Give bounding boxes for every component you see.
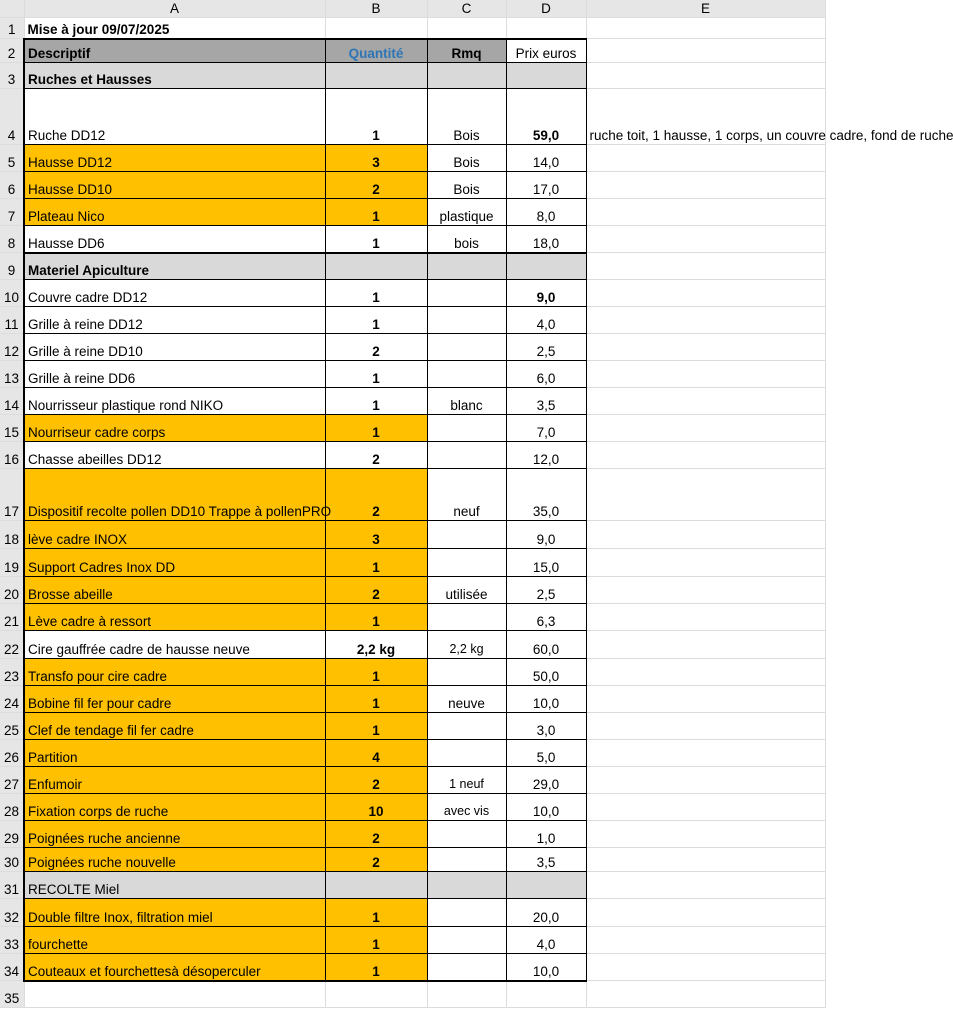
row-header[interactable]: 33 <box>0 927 24 954</box>
cell[interactable] <box>586 172 825 199</box>
item-quantite[interactable]: 1 <box>325 226 427 253</box>
item-quantite[interactable]: 2,2 kg <box>325 631 427 659</box>
row-header[interactable]: 4 <box>0 89 24 145</box>
item-descriptif[interactable]: Fixation corps de ruche <box>24 794 325 821</box>
item-descriptif[interactable]: Enfumoir <box>24 767 325 794</box>
row-header[interactable]: 3 <box>0 63 24 89</box>
cell[interactable] <box>586 415 825 442</box>
cell[interactable] <box>586 549 825 577</box>
cell[interactable] <box>586 981 825 1008</box>
cell[interactable] <box>586 899 825 927</box>
item-quantite[interactable]: 1 <box>325 307 427 334</box>
row-header[interactable]: 34 <box>0 954 24 981</box>
item-descriptif[interactable]: Grille à reine DD10 <box>24 334 325 361</box>
item-prix[interactable]: 29,0 <box>506 767 586 794</box>
cell[interactable] <box>586 307 825 334</box>
item-rmq[interactable]: utilisée <box>427 577 506 604</box>
item-prix[interactable]: 12,0 <box>506 442 586 469</box>
cell[interactable] <box>586 521 825 549</box>
item-descriptif[interactable]: Clef de tendage fil fer cadre <box>24 713 325 740</box>
item-prix[interactable]: 9,0 <box>506 280 586 307</box>
item-quantite[interactable]: 2 <box>325 442 427 469</box>
cell[interactable] <box>427 981 506 1008</box>
item-descriptif[interactable]: Ruche DD12 <box>24 89 325 145</box>
row-header[interactable]: 11 <box>0 307 24 334</box>
item-rmq[interactable] <box>427 954 506 981</box>
row-header[interactable]: 28 <box>0 794 24 821</box>
cell[interactable] <box>586 631 825 659</box>
cell[interactable] <box>506 872 586 899</box>
item-descriptif[interactable]: Cire gauffrée cadre de hausse neuve <box>24 631 325 659</box>
item-quantite[interactable]: 1 <box>325 89 427 145</box>
item-quantite[interactable]: 2 <box>325 577 427 604</box>
item-prix[interactable]: 59,0 <box>506 89 586 145</box>
item-rmq[interactable] <box>427 415 506 442</box>
item-descriptif[interactable]: Double filtre Inox, filtration miel <box>24 899 325 927</box>
item-descriptif[interactable]: Grille à reine DD12 <box>24 307 325 334</box>
row-header[interactable]: 27 <box>0 767 24 794</box>
item-descriptif[interactable]: Nourrisseur plastique rond NIKO <box>24 388 325 415</box>
item-rmq[interactable] <box>427 821 506 848</box>
item-prix[interactable]: 2,5 <box>506 334 586 361</box>
item-prix[interactable]: 10,0 <box>506 954 586 981</box>
row-header[interactable]: 23 <box>0 659 24 686</box>
header-quantite[interactable]: Quantité <box>325 39 427 63</box>
item-rmq[interactable]: neuve <box>427 686 506 713</box>
item-rmq[interactable]: blanc <box>427 388 506 415</box>
item-rmq[interactable] <box>427 740 506 767</box>
item-rmq[interactable]: Bois <box>427 89 506 145</box>
cell[interactable] <box>325 981 427 1008</box>
item-rmq[interactable]: neuf <box>427 469 506 521</box>
item-rmq[interactable] <box>427 659 506 686</box>
item-rmq[interactable] <box>427 280 506 307</box>
item-quantite[interactable]: 1 <box>325 713 427 740</box>
item-prix[interactable]: 7,0 <box>506 415 586 442</box>
item-rmq[interactable] <box>427 442 506 469</box>
item-prix[interactable]: 9,0 <box>506 521 586 549</box>
cell[interactable] <box>427 63 506 89</box>
item-prix[interactable]: 4,0 <box>506 307 586 334</box>
update-date-cell[interactable]: Mise à jour 09/07/2025 <box>24 18 325 39</box>
row-header[interactable]: 26 <box>0 740 24 767</box>
cell[interactable] <box>24 981 325 1008</box>
header-rmq[interactable]: Rmq <box>427 39 506 63</box>
item-prix[interactable]: 6,0 <box>506 361 586 388</box>
item-quantite[interactable]: 1 <box>325 199 427 226</box>
item-quantite[interactable]: 2 <box>325 821 427 848</box>
item-rmq[interactable] <box>427 307 506 334</box>
item-prix[interactable]: 10,0 <box>506 686 586 713</box>
item-quantite[interactable]: 10 <box>325 794 427 821</box>
cell[interactable] <box>325 872 427 899</box>
cell[interactable] <box>325 18 427 39</box>
cell[interactable] <box>586 767 825 794</box>
item-rmq[interactable]: plastique <box>427 199 506 226</box>
item-quantite[interactable]: 1 <box>325 686 427 713</box>
cell[interactable] <box>427 253 506 280</box>
item-quantite[interactable]: 2 <box>325 469 427 521</box>
column-header-e[interactable]: E <box>586 0 825 18</box>
item-quantite[interactable]: 1 <box>325 415 427 442</box>
item-prix[interactable]: 2,5 <box>506 577 586 604</box>
row-header[interactable]: 7 <box>0 199 24 226</box>
column-header-a[interactable]: A <box>24 0 325 18</box>
item-descriptif[interactable]: Couteaux et fourchettesà désoperculer <box>24 954 325 981</box>
cell[interactable] <box>586 577 825 604</box>
row-header[interactable]: 15 <box>0 415 24 442</box>
cell[interactable] <box>427 18 506 39</box>
select-all-corner[interactable] <box>0 0 24 18</box>
item-prix[interactable]: 15,0 <box>506 549 586 577</box>
item-descriptif[interactable]: Lève cadre à ressort <box>24 604 325 631</box>
item-descriptif[interactable]: Couvre cadre DD12 <box>24 280 325 307</box>
row-header[interactable]: 5 <box>0 145 24 172</box>
row-header[interactable]: 20 <box>0 577 24 604</box>
item-rmq[interactable] <box>427 361 506 388</box>
item-prix[interactable]: 60,0 <box>506 631 586 659</box>
item-descriptif[interactable]: Hausse DD6 <box>24 226 325 253</box>
row-header[interactable]: 30 <box>0 848 24 872</box>
item-descriptif[interactable]: Grille à reine DD6 <box>24 361 325 388</box>
row-header[interactable]: 12 <box>0 334 24 361</box>
row-header[interactable]: 16 <box>0 442 24 469</box>
header-prix[interactable]: Prix euros <box>506 39 586 63</box>
item-descriptif[interactable]: fourchette <box>24 927 325 954</box>
cell[interactable] <box>586 954 825 981</box>
item-rmq[interactable] <box>427 899 506 927</box>
item-descriptif[interactable]: Hausse DD10 <box>24 172 325 199</box>
row-header[interactable]: 13 <box>0 361 24 388</box>
cell[interactable] <box>586 442 825 469</box>
row-header[interactable]: 35 <box>0 981 24 1008</box>
item-prix[interactable]: 8,0 <box>506 199 586 226</box>
cell[interactable] <box>586 361 825 388</box>
row-header[interactable]: 21 <box>0 604 24 631</box>
column-header-b[interactable]: B <box>325 0 427 18</box>
cell[interactable] <box>586 713 825 740</box>
cell[interactable] <box>506 63 586 89</box>
cell[interactable] <box>586 872 825 899</box>
cell[interactable] <box>506 981 586 1008</box>
item-prix[interactable]: 17,0 <box>506 172 586 199</box>
item-descriptif[interactable]: Plateau Nico <box>24 199 325 226</box>
item-descriptif[interactable]: Nourriseur cadre corps <box>24 415 325 442</box>
item-rmq[interactable]: avec vis <box>427 794 506 821</box>
section-materiel[interactable]: Materiel Apiculture <box>24 253 325 280</box>
item-prix[interactable]: 10,0 <box>506 794 586 821</box>
cell[interactable] <box>586 686 825 713</box>
item-rmq[interactable]: Bois <box>427 172 506 199</box>
row-header[interactable]: 14 <box>0 388 24 415</box>
item-quantite[interactable]: 1 <box>325 927 427 954</box>
item-rmq[interactable]: 2,2 kg <box>427 631 506 659</box>
row-header[interactable]: 1 <box>0 18 24 39</box>
item-quantite[interactable]: 2 <box>325 172 427 199</box>
cell[interactable] <box>586 18 825 39</box>
item-quantite[interactable]: 3 <box>325 521 427 549</box>
item-descriptif[interactable]: Poignées ruche nouvelle <box>24 848 325 872</box>
item-quantite[interactable]: 3 <box>325 145 427 172</box>
item-prix[interactable]: 5,0 <box>506 740 586 767</box>
note-cell[interactable]: ruche toit, 1 hausse, 1 corps, un couvre cadre, fond de ruche <box>586 89 825 145</box>
column-header-d[interactable]: D <box>506 0 586 18</box>
cell[interactable] <box>586 253 825 280</box>
row-header[interactable]: 10 <box>0 280 24 307</box>
cell[interactable] <box>586 848 825 872</box>
item-prix[interactable]: 4,0 <box>506 927 586 954</box>
section-recolte[interactable]: RECOLTE Miel <box>24 872 325 899</box>
header-descriptif[interactable]: Descriptif <box>24 39 325 63</box>
item-quantite[interactable]: 1 <box>325 954 427 981</box>
item-prix[interactable]: 1,0 <box>506 821 586 848</box>
row-header[interactable]: 2 <box>0 39 24 63</box>
cell[interactable] <box>586 145 825 172</box>
row-header[interactable]: 9 <box>0 253 24 280</box>
item-descriptif[interactable]: Support Cadres Inox DD <box>24 549 325 577</box>
cell[interactable] <box>325 253 427 280</box>
item-rmq[interactable]: 1 neuf <box>427 767 506 794</box>
cell[interactable] <box>586 740 825 767</box>
item-quantite[interactable]: 1 <box>325 604 427 631</box>
row-header[interactable]: 25 <box>0 713 24 740</box>
cell[interactable] <box>586 604 825 631</box>
item-quantite[interactable]: 1 <box>325 659 427 686</box>
cell[interactable] <box>586 469 825 521</box>
cell[interactable] <box>586 821 825 848</box>
row-header[interactable]: 32 <box>0 899 24 927</box>
row-header[interactable]: 19 <box>0 549 24 577</box>
row-header[interactable]: 31 <box>0 872 24 899</box>
item-quantite[interactable]: 2 <box>325 334 427 361</box>
item-rmq[interactable] <box>427 927 506 954</box>
item-quantite[interactable]: 1 <box>325 361 427 388</box>
row-header[interactable]: 24 <box>0 686 24 713</box>
item-descriptif[interactable]: Chasse abeilles DD12 <box>24 442 325 469</box>
item-descriptif[interactable]: Transfo pour cire cadre <box>24 659 325 686</box>
item-rmq[interactable] <box>427 334 506 361</box>
cell[interactable] <box>586 927 825 954</box>
cell[interactable] <box>586 199 825 226</box>
cell[interactable] <box>586 280 825 307</box>
item-descriptif[interactable]: Hausse DD12 <box>24 145 325 172</box>
item-quantite[interactable]: 1 <box>325 549 427 577</box>
item-quantite[interactable]: 1 <box>325 388 427 415</box>
item-quantite[interactable]: 4 <box>325 740 427 767</box>
item-descriptif[interactable]: Brosse abeille <box>24 577 325 604</box>
item-prix[interactable]: 35,0 <box>506 469 586 521</box>
item-descriptif[interactable]: Bobine fil fer pour cadre <box>24 686 325 713</box>
cell[interactable] <box>586 39 825 63</box>
row-header[interactable]: 17 <box>0 469 24 521</box>
cell[interactable] <box>586 659 825 686</box>
item-rmq[interactable]: Bois <box>427 145 506 172</box>
cell[interactable] <box>586 388 825 415</box>
row-header[interactable]: 8 <box>0 226 24 253</box>
item-prix[interactable]: 14,0 <box>506 145 586 172</box>
row-header[interactable]: 29 <box>0 821 24 848</box>
item-descriptif[interactable]: lève cadre INOX <box>24 521 325 549</box>
item-prix[interactable]: 3,5 <box>506 388 586 415</box>
cell[interactable] <box>506 253 586 280</box>
item-prix[interactable]: 3,0 <box>506 713 586 740</box>
item-prix[interactable]: 3,5 <box>506 848 586 872</box>
item-prix[interactable]: 18,0 <box>506 226 586 253</box>
cell[interactable] <box>586 334 825 361</box>
item-descriptif[interactable]: Poignées ruche ancienne <box>24 821 325 848</box>
cell[interactable] <box>586 226 825 253</box>
item-rmq[interactable] <box>427 521 506 549</box>
item-rmq[interactable] <box>427 848 506 872</box>
cell[interactable] <box>325 63 427 89</box>
row-header[interactable]: 18 <box>0 521 24 549</box>
column-header-c[interactable]: C <box>427 0 506 18</box>
item-rmq[interactable] <box>427 713 506 740</box>
item-quantite[interactable]: 2 <box>325 848 427 872</box>
item-prix[interactable]: 20,0 <box>506 899 586 927</box>
item-descriptif[interactable]: Partition <box>24 740 325 767</box>
item-quantite[interactable]: 1 <box>325 899 427 927</box>
item-descriptif[interactable]: Dispositif recolte pollen DD10 Trappe à pollenPRO <box>24 469 325 521</box>
cell[interactable] <box>586 794 825 821</box>
item-rmq[interactable]: bois <box>427 226 506 253</box>
section-ruches[interactable]: Ruches et Hausses <box>24 63 325 89</box>
row-header[interactable]: 6 <box>0 172 24 199</box>
item-quantite[interactable]: 1 <box>325 280 427 307</box>
cell[interactable] <box>506 18 586 39</box>
cell[interactable] <box>586 63 825 89</box>
item-prix[interactable]: 6,3 <box>506 604 586 631</box>
cell[interactable] <box>427 872 506 899</box>
item-prix[interactable]: 50,0 <box>506 659 586 686</box>
item-rmq[interactable] <box>427 549 506 577</box>
item-quantite[interactable]: 2 <box>325 767 427 794</box>
item-rmq[interactable] <box>427 604 506 631</box>
row-header[interactable]: 22 <box>0 631 24 659</box>
